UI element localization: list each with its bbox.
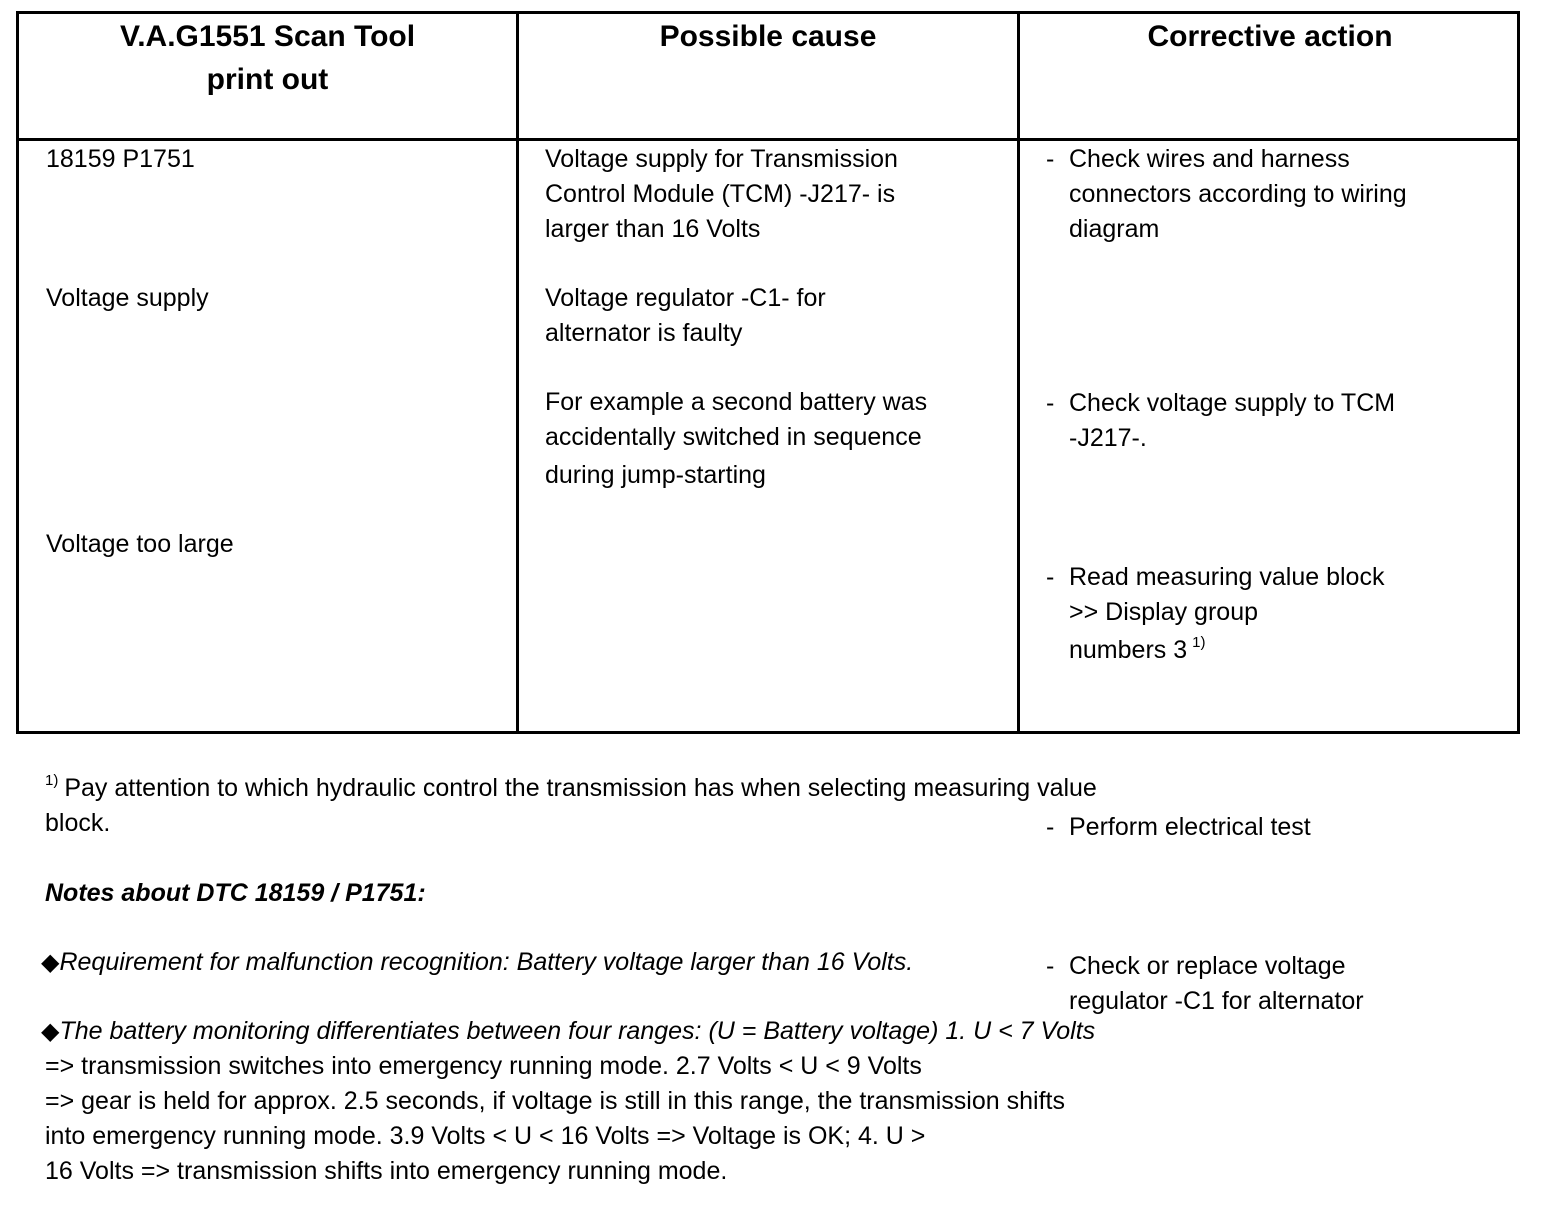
notes-bullet-2-line: => gear is held for approx. 2.5 seconds, if voltage is still in this range, the transmission shifts [45,1087,1065,1115]
footnote-line: block. [45,809,111,837]
cause-2-line: alternator is faulty [545,319,743,347]
cause-1-line: Voltage supply for Transmission [545,145,898,173]
footnote-text: Pay attention to which hydraulic control the transmission has when selecting measuring value [64,774,1097,802]
footnote-reference: 1) [1192,634,1206,651]
printout-label-voltage-too-large: Voltage too large [46,530,234,558]
notes-bullet-2-line [41,1014,1245,1049]
cause-1 [545,142,898,247]
action-3 [1046,560,1568,668]
action-1-line: - Check wires and harness [1069,145,1350,173]
action-1-line: diagram [1069,215,1160,243]
action-1 [1046,142,1568,247]
notes-bullet-1-text: Requirement for malfunction recognition: Battery voltage larger than 16 Volts. [59,948,914,976]
header-printout-line2: print out [206,63,329,96]
action-3-text: numbers 3 [1069,636,1188,664]
cause-2-line: Voltage regulator -C1- for [545,284,826,312]
notes-bullet-1 [41,945,1245,980]
header-corrective-action [1020,14,1520,140]
cause-1-line: larger than 16 Volts [545,215,761,243]
notes-bullet-2-line: into emergency running mode. 3.9 Volts < U < 16 Volts => Voltage is OK; 4. U > [45,1122,926,1150]
action-5-line: - Check or replace voltage [1069,952,1346,980]
printout-label-voltage-supply: Voltage supply [46,284,209,312]
action-5-line: regulator -C1 for alternator [1069,987,1364,1015]
printout-code: 18159 P1751 [46,145,195,173]
action-3-line: >> Display group [1069,598,1259,626]
action-3-line [1069,633,1568,668]
notes-bullet-2 [41,1014,1245,1189]
cause-3-line: during jump-starting [545,461,766,489]
action-2-line: - Check voltage supply to TCM [1069,389,1396,417]
cause-2 [545,281,826,351]
cause-1-line: Control Module (TCM) -J217- is [545,180,896,208]
action-4-line: - Perform electrical test [1069,813,1311,841]
header-corrective-action-label: Corrective action [1147,20,1393,53]
header-possible-cause [519,14,1017,140]
footnote [45,771,1245,841]
notes-bullet-2-line: 16 Volts => transmission shifts into emergency running mode. [45,1157,728,1185]
diamond-bullet-icon: ◆ [41,949,60,976]
action-2-line: -J217-. [1069,424,1147,452]
footnote-line [45,771,1245,806]
cause-3-line: accidentally switched in sequence [545,423,922,451]
header-possible-cause-label: Possible cause [659,20,877,53]
diamond-bullet-icon: ◆ [41,1018,60,1045]
header-printout-line1: V.A.G1551 Scan Tool [119,20,416,53]
cause-3 [545,385,927,493]
action-1-line: connectors according to wiring [1069,180,1407,208]
header-printout [19,14,516,140]
notes-heading: Notes about DTC 18159 / P1751: [45,879,426,907]
cause-3-line: For example a second battery was [545,388,928,416]
action-2 [1046,386,1568,456]
action-3-line: - Read measuring value block [1069,563,1385,591]
footnote-marker: 1) [45,772,59,789]
notes-bullet-2-text: The battery monitoring differentiates between four ranges: (U = Battery voltage) 1. U < 7 Volts [59,1017,1096,1045]
notes-bullet-2-line: => transmission switches into emergency running mode. 2.7 Volts < U < 9 Volts [45,1052,922,1080]
